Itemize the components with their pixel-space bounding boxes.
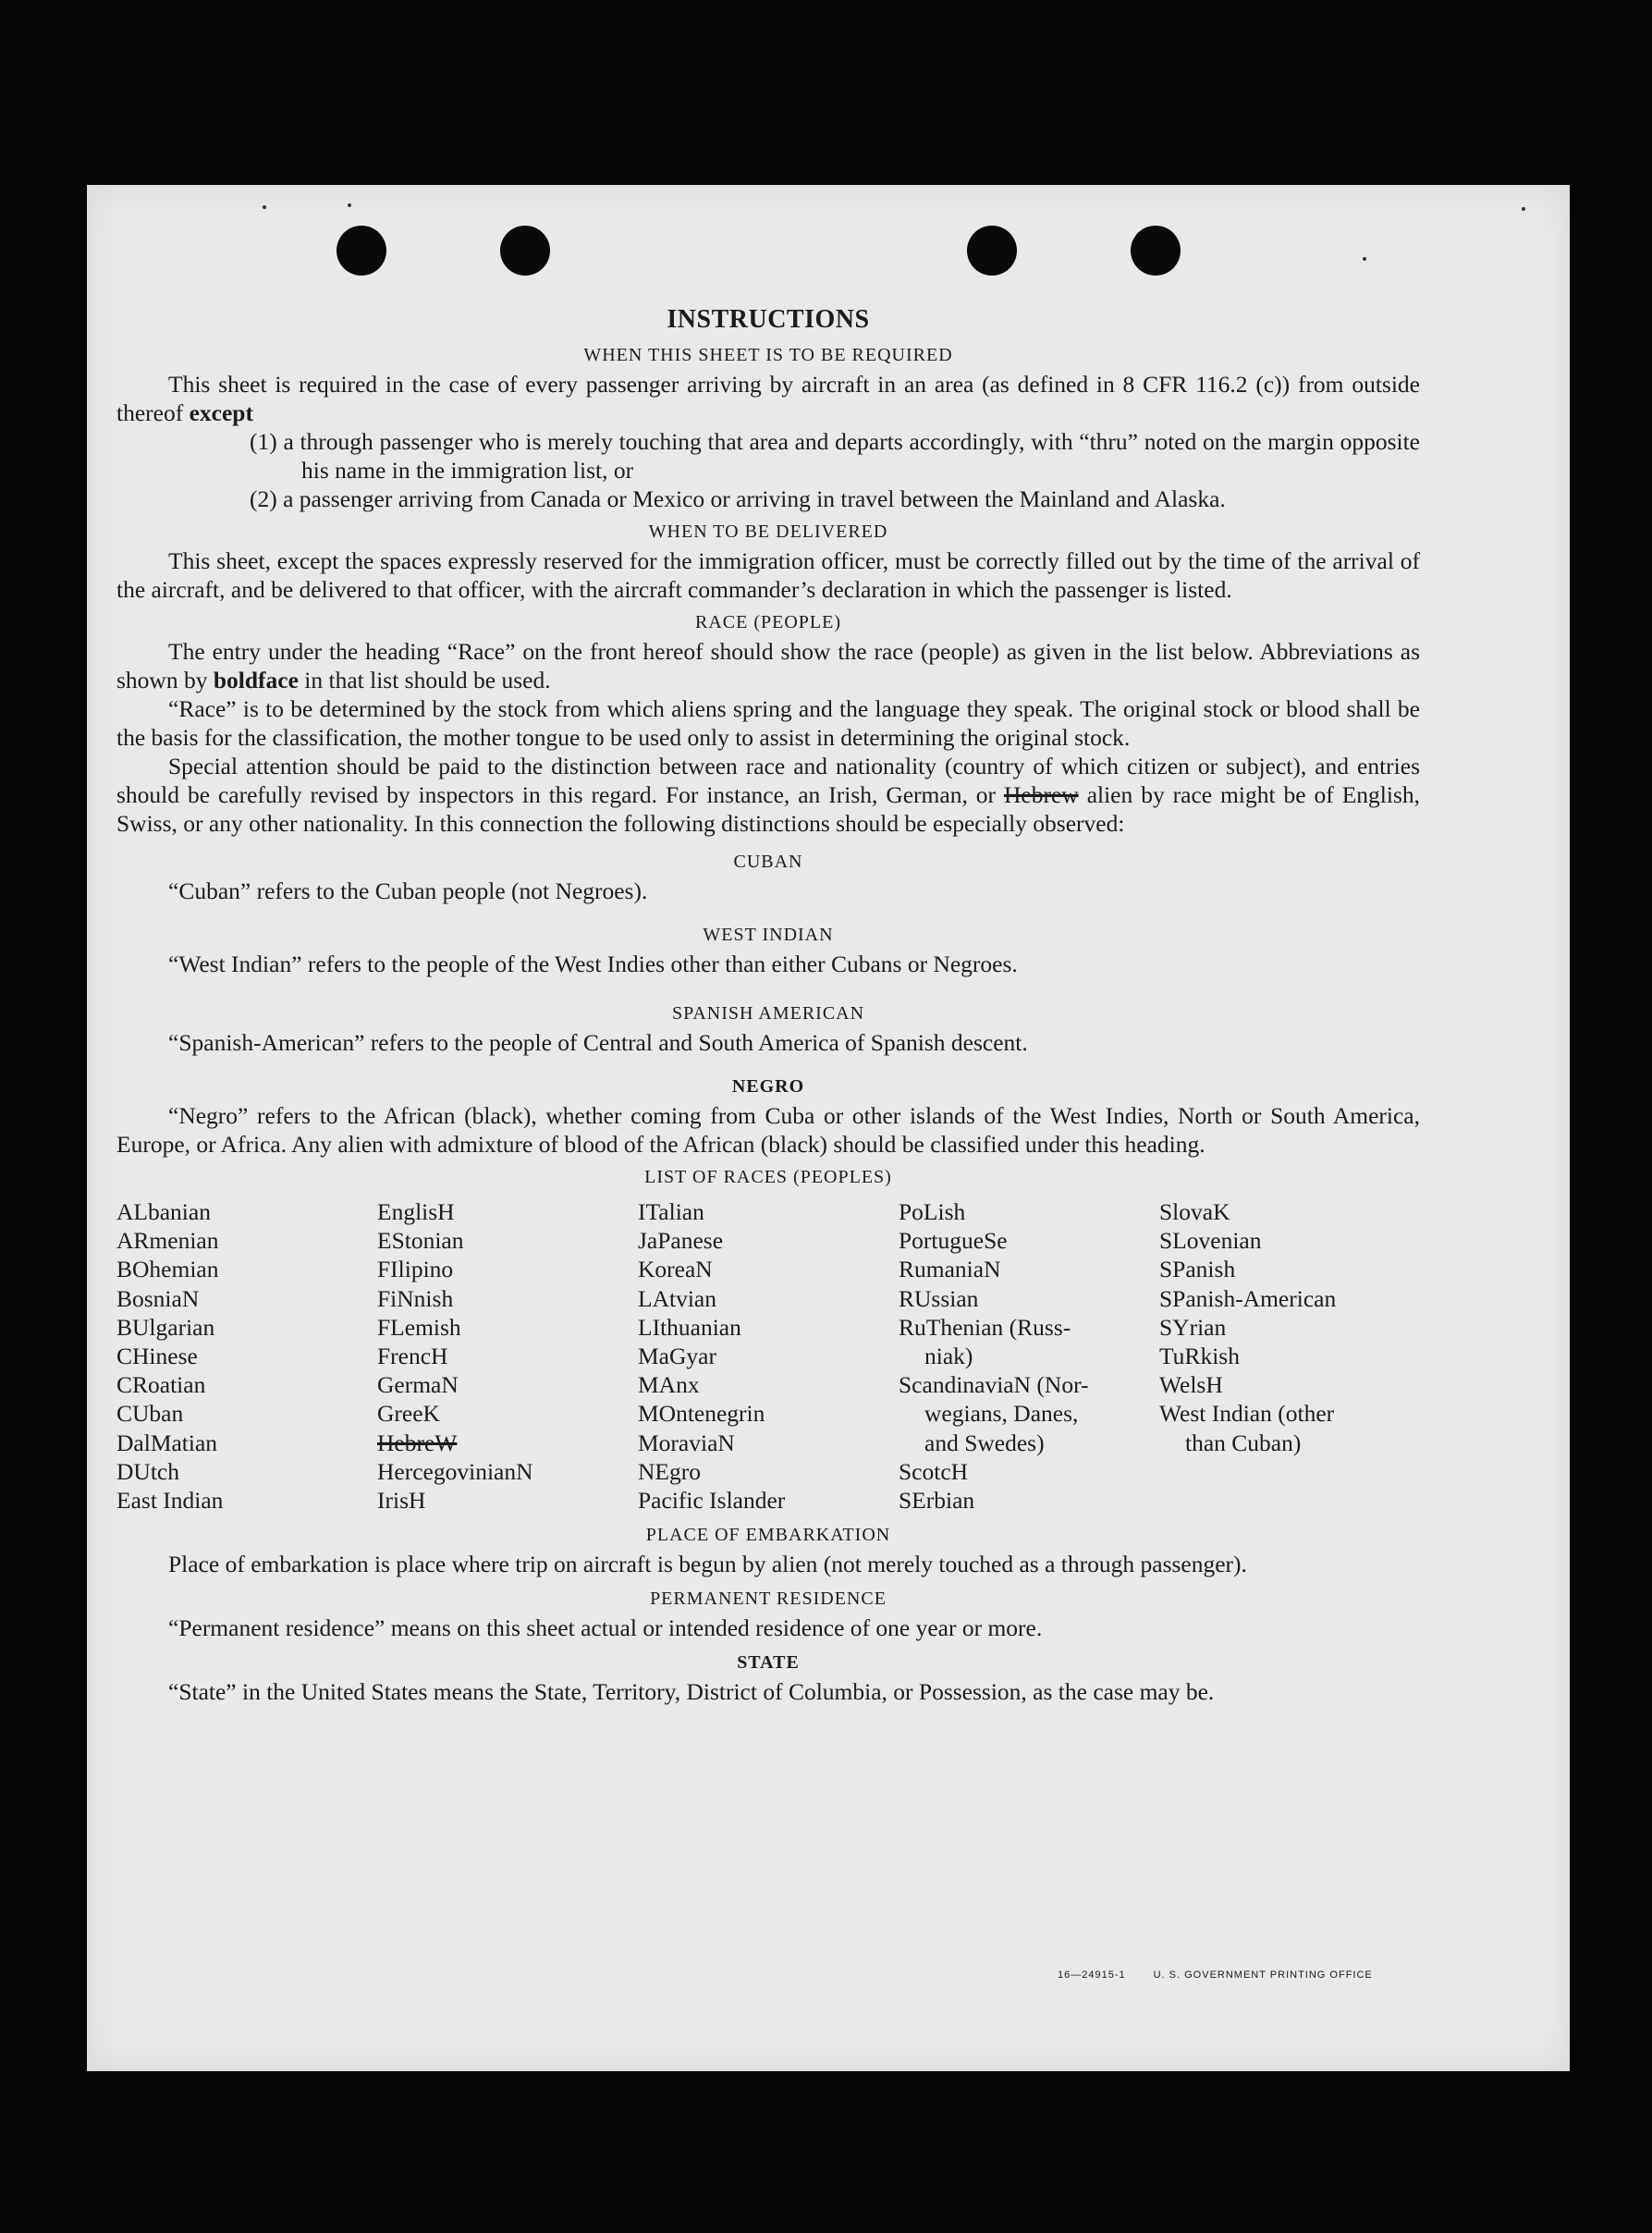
state-text: “State” in the United States means the State, Territory, District of Columbia, or Possession, as the case may be. (168, 1678, 1215, 1706)
list-item: PoLish (899, 1198, 966, 1225)
races-column-5 (1159, 1197, 1420, 1515)
list-item: SErbian (899, 1487, 975, 1515)
list-item: HercegovinianN (377, 1457, 533, 1485)
list-item: West Indian (other (1159, 1400, 1335, 1428)
section-heading-required: WHEN THIS SHEET IS TO BE REQUIRED (583, 345, 953, 365)
punch-hole (500, 226, 550, 276)
list-item: KoreaN (638, 1256, 713, 1283)
list-item: BosniaN (116, 1284, 200, 1312)
section-heading-spanish-american: SPANISH AMERICAN (671, 1003, 865, 1024)
races-column-4 (899, 1197, 1159, 1515)
list-item: GreeK (377, 1400, 440, 1428)
list-item: HebreW (377, 1429, 458, 1456)
races-column-1 (116, 1197, 377, 1515)
section-heading-cuban: CUBAN (733, 852, 803, 872)
list-item: RumaniaN (899, 1256, 1001, 1283)
punch-hole (967, 226, 1017, 276)
list-item: RuThenian (Russ- (899, 1313, 1071, 1341)
list-item: and Swedes) (924, 1429, 1045, 1456)
list-item: JaPanese (638, 1227, 724, 1255)
west-indian-text: “West Indian” refers to the people of the West Indies other than either Cubans or Negroes. (168, 951, 1018, 977)
races-list (116, 1197, 1420, 1515)
list-item: BUlgarian (116, 1313, 215, 1341)
punch-hole (337, 226, 386, 276)
section-heading-race: RACE (PEOPLE) (695, 612, 841, 632)
list-item: CUban (116, 1400, 184, 1428)
list-item: ARmenian (116, 1227, 219, 1255)
required-item-2: (2) a passenger arriving from Canada or Mexico or arriving in travel between the Mainland and Alaska. (250, 485, 1226, 512)
list-item: CRoatian (116, 1371, 206, 1399)
list-item: BOhemian (116, 1256, 219, 1283)
section-heading-embarkation: PLACE OF EMBARKATION (645, 1525, 891, 1546)
struck-word: Hebrew (1004, 781, 1079, 808)
list-item: MoraviaN (638, 1429, 735, 1456)
list-item: MOntenegrin (638, 1400, 765, 1428)
required-item-1: (1) a through passenger who is merely touching that area and departs accordingly, with “thru” noted on the margin opposite his name in the immigration list, or (250, 428, 1420, 484)
section-heading-west-indian: WEST INDIAN (703, 925, 834, 945)
races-column-3 (638, 1197, 899, 1515)
list-item: than Cuban) (1185, 1429, 1302, 1456)
printer-credit: U. S. GOVERNMENT PRINTING OFFICE (1153, 1969, 1373, 1981)
list-item: SYrian (1159, 1313, 1227, 1341)
page-title: INSTRUCTIONS (667, 305, 870, 334)
spanish-american-text: “Spanish-American” refers to the people of Central and South America of Spanish descent. (168, 1029, 1028, 1056)
section-heading-residence: PERMANENT RESIDENCE (650, 1589, 887, 1610)
list-item: PortugueSe (899, 1227, 1008, 1255)
section-heading-delivered: WHEN TO BE DELIVERED (648, 521, 888, 542)
instructions-content (116, 303, 1420, 1706)
list-item: SPanish (1159, 1256, 1236, 1283)
punch-hole (1131, 226, 1181, 276)
residence-text: “Permanent residence” means on this sheet actual or intended residence of one year or more. (168, 1614, 1043, 1642)
list-item: FrencH (377, 1343, 448, 1370)
race-paragraph-1: The entry under the heading “Race” on the front hereof should show the race (people) as given in the list below. Abbreviations as shown by boldface in that list should be used. (116, 638, 1420, 693)
section-heading-state: STATE (737, 1652, 800, 1674)
list-item: ITalian (638, 1198, 704, 1225)
cuban-text: “Cuban” refers to the Cuban people (not Negroes). (168, 877, 648, 904)
list-item: DUtch (116, 1457, 179, 1485)
list-item: ScotcH (899, 1457, 969, 1485)
list-item: SlovaK (1159, 1198, 1230, 1225)
races-column-2 (377, 1197, 638, 1515)
list-item: LIthuanian (638, 1313, 741, 1341)
list-item: SLovenian (1159, 1227, 1262, 1255)
list-item: RUssian (899, 1284, 979, 1312)
list-item: MAnx (638, 1371, 700, 1399)
list-item: GermaN (377, 1371, 459, 1399)
embarkation-text: Place of embarkation is place where trip on aircraft is begun by alien (not merely touched as a through passenger). (168, 1551, 1247, 1578)
list-item: LAtvian (638, 1284, 716, 1312)
section-heading-list-of-races: LIST OF RACES (PEOPLES) (644, 1167, 892, 1187)
list-item: East Indian (116, 1487, 224, 1515)
list-item: CHinese (116, 1343, 198, 1370)
required-intro: This sheet is required in the case of every passenger arriving by aircraft in an area (as defined in 8 CFR 116.2 (c)) from outside thereof except (116, 371, 1420, 426)
race-paragraph-3: Special attention should be paid to the distinction between race and nationality (country of which citizen or subject), and entries should be carefully revised by inspectors in this regard. For instance, an Irish, German, or Hebrew alien by race might be of English, Swiss, or any other nationality. In this connection the following distinctions should be especially observed: (116, 753, 1421, 837)
list-item: WelsH (1159, 1371, 1223, 1399)
negro-text: “Negro” refers to the African (black), whether coming from Cuba or other islands of the West Indies, North or South America, Europe, or Africa. Any alien with admixture of blood of the African (black) should be classified under this heading. (116, 1102, 1420, 1158)
list-item: wegians, Danes, (924, 1400, 1079, 1428)
list-item: FLemish (377, 1313, 461, 1341)
list-item: IrisH (377, 1487, 426, 1515)
list-item: ALbanian (116, 1198, 211, 1225)
list-item: MaGyar (638, 1343, 716, 1370)
race-paragraph-2: “Race” is to be determined by the stock from which aliens spring and the language they speak. The original stock or blood shall be the basis for the classification, the mother tongue to be used only to assist in determining the original stock. (116, 695, 1420, 751)
list-item: ScandinaviaN (Nor- (899, 1371, 1089, 1399)
list-item: DalMatian (116, 1429, 218, 1456)
list-item: EnglisH (377, 1198, 455, 1225)
list-item: TuRkish (1159, 1343, 1240, 1370)
form-number: 16—24915-1 (1058, 1969, 1126, 1981)
list-item: SPanish-American (1159, 1284, 1337, 1312)
list-item: FiNnish (377, 1284, 454, 1312)
delivered-text: This sheet, except the spaces expressly reserved for the immigration officer, must be correctly filled out by the time of the arrival of the aircraft, and be delivered to that officer, with the aircraft commander’s declaration in which the passenger is listed. (116, 547, 1420, 603)
section-heading-negro: NEGRO (731, 1076, 805, 1097)
list-item: niak) (924, 1343, 973, 1370)
list-item: NEgro (638, 1457, 701, 1485)
document-page (87, 185, 1570, 2071)
list-item: Pacific Islander (638, 1487, 786, 1515)
list-item: EStonian (377, 1227, 464, 1255)
list-item: FIlipino (377, 1256, 454, 1283)
form-footer (1058, 1969, 1401, 1981)
